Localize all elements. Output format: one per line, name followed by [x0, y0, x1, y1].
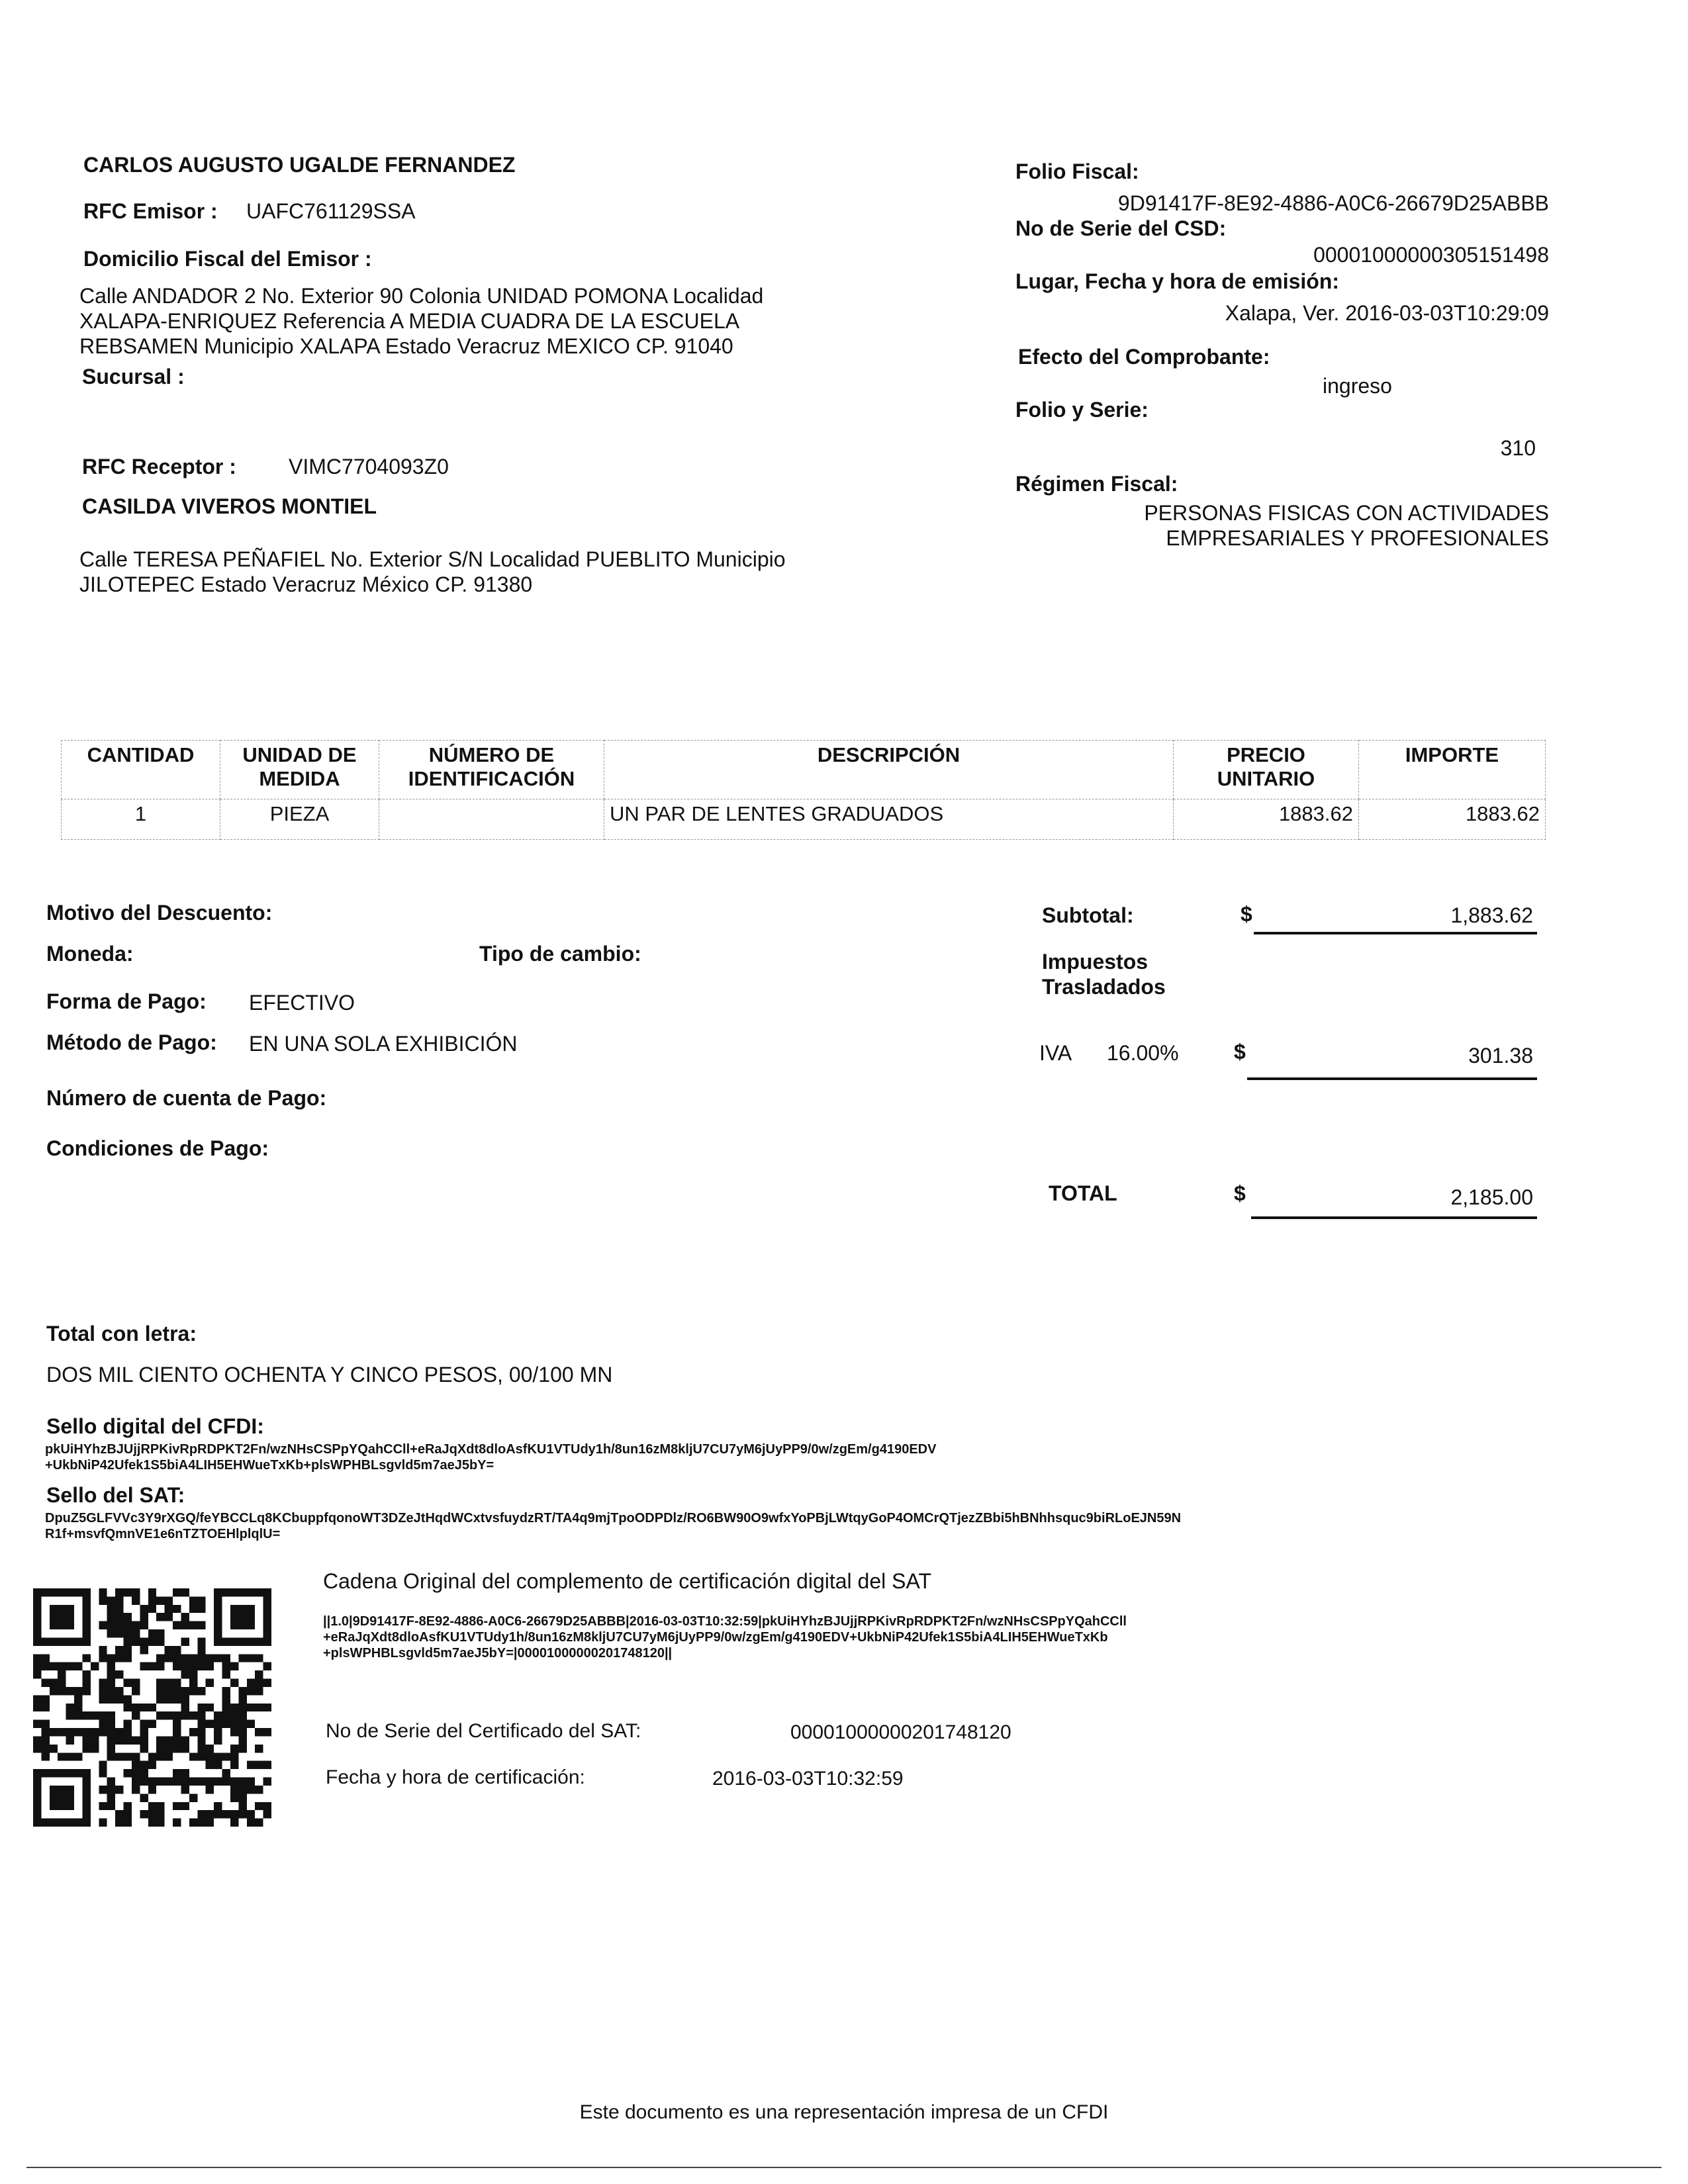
sello-sat-line: DpuZ5GLFVVc3Y9rXGQ/feYBCCLq8KCbuppfqonoWT3DZeJtHqdWCxtvsfuydzRT/TA4q9mjTpoODPDlz/RO6BW90O9wfxYoPBjLWtqyGoP4OMCrQTjezZBbi5hBNhhsquc9biRLoEJN59N [45, 1511, 1182, 1525]
iva-rule [1247, 1077, 1537, 1080]
currency-symbol: $ [1234, 1181, 1246, 1205]
cell-identificacion [379, 799, 604, 840]
sello-cfdi-value [45, 1441, 1468, 1473]
cadena-value [323, 1614, 1369, 1661]
cadena-line: ||1.0|9D91417F-8E92-4886-A0C6-26679D25ABBB|2016-03-03T10:32:59|pkUiHYhzBJUjjRPKivRpRDPKT2Fn/wzNHsCSPpYQahCCll [323, 1614, 1127, 1629]
column-header: DESCRIPCIÓN [604, 741, 1174, 799]
regimen-label: Régimen Fiscal: [1015, 472, 1178, 496]
subtotal-label: Subtotal: [1042, 903, 1134, 927]
cadena-title: Cadena Original del complemento de certificación digital del SAT [323, 1569, 931, 1593]
folio-serie-label: Folio y Serie: [1015, 398, 1149, 422]
subtotal-value: 1,883.62 [1450, 903, 1533, 927]
forma-label: Forma de Pago: [46, 989, 207, 1013]
tipo-cambio-label: Tipo de cambio: [479, 942, 641, 966]
emisor-rfc-label: RFC Emisor : [83, 199, 218, 223]
emisor-address-line: REBSAMEN Municipio XALAPA Estado Veracruz MEXICO CP. 91040 [79, 334, 733, 358]
sello-sat-value [45, 1510, 1501, 1542]
receptor-address-line: Calle TERESA PEÑAFIEL No. Exterior S/N Localidad PUEBLITO Municipio [79, 547, 786, 571]
regimen-line: EMPRESARIALES Y PROFESIONALES [1166, 526, 1549, 550]
total-value: 2,185.00 [1450, 1185, 1533, 1209]
total-label: TOTAL [1049, 1181, 1117, 1205]
sello-sat-label: Sello del SAT: [46, 1483, 185, 1507]
letra-value: DOS MIL CIENTO OCHENTA Y CINCO PESOS, 00/100 MN [46, 1363, 613, 1387]
serie-csd-label: No de Serie del CSD: [1015, 216, 1227, 240]
cadena-line: +eRaJqXdt8dloAsfKU1VTUdy1h/8un16zM8kljU7CU7yM6jUyPP9/0w/zgEm/g4190EDV+UkbNiP42Ufek1S5biA4LIH5EHWueTxKb [323, 1630, 1108, 1645]
folio-fiscal-label: Folio Fiscal: [1015, 159, 1139, 183]
iva-rate: 16.00% [1107, 1041, 1179, 1065]
impuestos-label-line: Trasladados [1042, 975, 1166, 999]
efecto-value: ingreso [1323, 374, 1392, 398]
serie-csd: 00001000000305151498 [1313, 243, 1549, 267]
cell-importe: 1883.62 [1359, 799, 1546, 840]
sello-cfdi-line: +UkbNiP42Ufek1S5biA4LIH5EHWueTxKb+plsWPHBLsgvld5m7aeJ5bY= [45, 1458, 494, 1473]
efecto-label: Efecto del Comprobante: [1018, 345, 1270, 369]
column-header: NÚMERO DE IDENTIFICACIÓN [379, 741, 604, 799]
metodo-label: Método de Pago: [46, 1030, 217, 1054]
cell-precio: 1883.62 [1174, 799, 1359, 840]
emisor-rfc: UAFC761129SSA [246, 199, 416, 223]
emisor-domicilio-label: Domicilio Fiscal del Emisor : [83, 247, 372, 271]
cell-descripcion: UN PAR DE LENTES GRADUADOS [604, 799, 1174, 840]
table-header-row [62, 741, 1546, 799]
regimen-line: PERSONAS FISICAS CON ACTIVIDADES [1144, 501, 1549, 525]
cadena-line: +plsWPHBLsgvld5m7aeJ5bY=|00001000000201748120|| [323, 1646, 673, 1661]
fecha-cert-label: Fecha y hora de certificación: [326, 1766, 585, 1788]
sucursal-label: Sucursal : [82, 365, 185, 388]
receptor-address [79, 547, 786, 597]
emisor-name: CARLOS AUGUSTO UGALDE FERNANDEZ [83, 153, 516, 177]
sello-sat-line: R1f+msvfQmnVE1e6nTZTOEHlplqlU= [45, 1527, 281, 1541]
subtotal-rule [1254, 932, 1537, 934]
cuenta-label: Número de cuenta de Pago: [46, 1086, 327, 1110]
column-header: IMPORTE [1359, 741, 1546, 799]
iva-label: IVA [1039, 1041, 1072, 1065]
qr-code [33, 1588, 271, 1827]
column-header: CANTIDAD [62, 741, 220, 799]
cert-value: 00001000000201748120 [790, 1721, 1011, 1743]
receptor-name: CASILDA VIVEROS MONTIEL [82, 494, 377, 518]
sello-cfdi-label: Sello digital del CFDI: [46, 1414, 264, 1438]
metodo-value: EN UNA SOLA EXHIBICIÓN [249, 1032, 518, 1056]
lugar-fecha: Xalapa, Ver. 2016-03-03T10:29:09 [1225, 301, 1549, 325]
emisor-address-line: XALAPA-ENRIQUEZ Referencia A MEDIA CUADRA DE LA ESCUELA [79, 309, 740, 333]
regimen-value [1033, 500, 1549, 551]
iva-value: 301.38 [1468, 1044, 1533, 1068]
receptor-rfc: VIMC7704093Z0 [289, 455, 449, 478]
emisor-address-line: Calle ANDADOR 2 No. Exterior 90 Colonia UNIDAD POMONA Localidad [79, 284, 764, 308]
impuestos-label [1042, 949, 1166, 999]
currency-symbol: $ [1241, 902, 1252, 926]
sello-cfdi-line: pkUiHYhzBJUjjRPKivRpRDPKT2Fn/wzNHsCSPpYQahCCll+eRaJqXdt8dloAsfKU1VTUdy1h/8un16zM8kljU7CU7yM6jUyPP9/0w/zgEm/g4190EDV [45, 1442, 937, 1457]
footer-note: Este documento es una representación impresa de un CFDI [579, 2101, 1109, 2123]
currency-symbol: $ [1234, 1040, 1246, 1064]
receptor-address-line: JILOTEPEC Estado Veracruz México CP. 91380 [79, 572, 533, 596]
motivo-label: Motivo del Descuento: [46, 901, 273, 925]
cert-label: No de Serie del Certificado del SAT: [326, 1720, 641, 1742]
folio-serie: 310 [1500, 436, 1536, 460]
emisor-address [79, 283, 763, 359]
lugar-label: Lugar, Fecha y hora de emisión: [1015, 269, 1340, 293]
cell-unidad: PIEZA [220, 799, 379, 840]
folio-fiscal: 9D91417F-8E92-4886-A0C6-26679D25ABBB [1117, 191, 1549, 215]
items-table [61, 740, 1546, 840]
forma-value: EFECTIVO [249, 991, 355, 1015]
column-header: UNIDAD DE MEDIDA [220, 741, 379, 799]
moneda-label: Moneda: [46, 942, 134, 966]
column-header: PRECIO UNITARIO [1174, 741, 1359, 799]
table-row [62, 799, 1546, 840]
bottom-divider [26, 2167, 1662, 2168]
receptor-rfc-label: RFC Receptor : [82, 455, 236, 478]
fecha-cert-value: 2016-03-03T10:32:59 [712, 1768, 904, 1790]
cell-cantidad: 1 [62, 799, 220, 840]
condiciones-label: Condiciones de Pago: [46, 1136, 269, 1160]
letra-label: Total con letra: [46, 1322, 197, 1345]
total-rule [1251, 1216, 1537, 1219]
impuestos-label-line: Impuestos [1042, 950, 1149, 974]
